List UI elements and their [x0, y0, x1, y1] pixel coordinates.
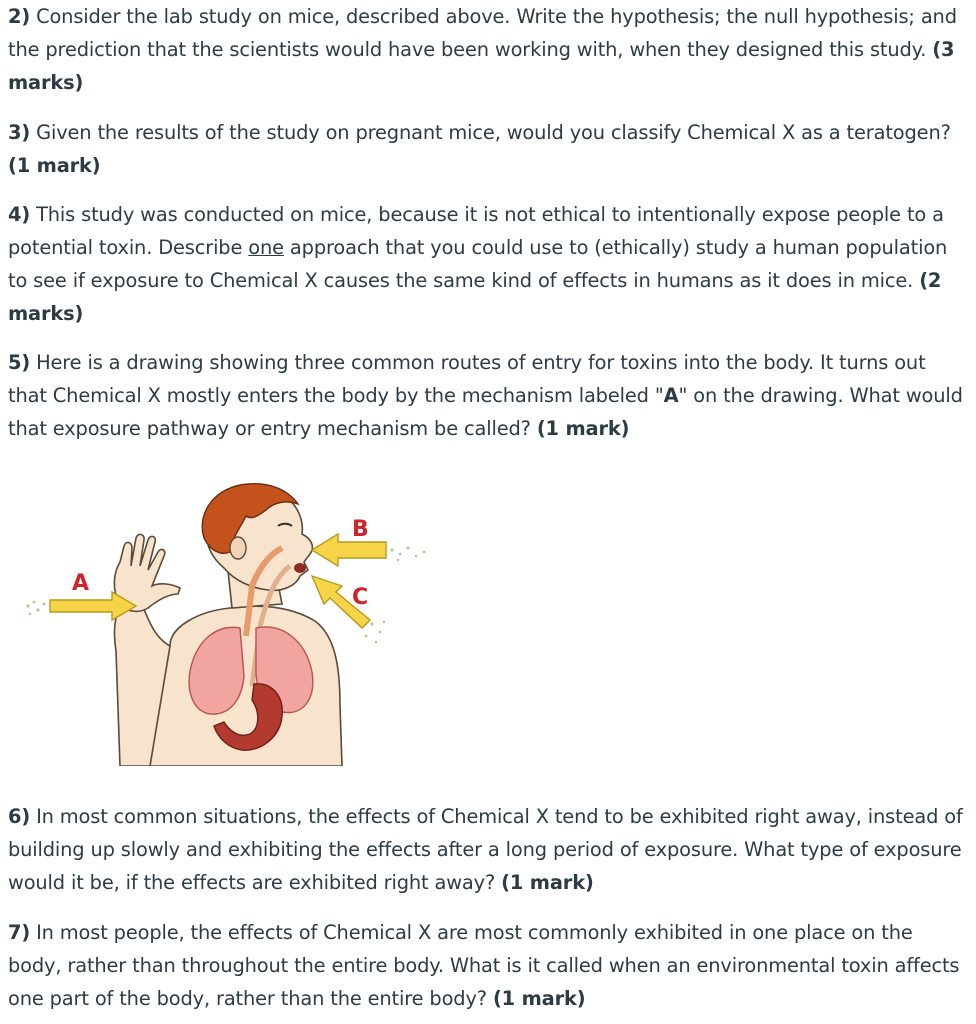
question-text: Here is a drawing showing three common routes of entry for toxins into the body. It turns out that Chemical X mostly enters the body by the mechanism labeled " — [8, 351, 926, 407]
question-text: In most people, the effects of Chemical X are most commonly exhibited in one place on the body, rather than throughout the entire body. What is it called when an environmental toxin affects one part of the body, rather than the entire body? — [8, 921, 960, 1010]
question-7 — [8, 916, 968, 1015]
mouth — [294, 563, 306, 573]
label-b: B — [352, 517, 369, 542]
body-diagram — [20, 476, 440, 766]
question-4 — [8, 198, 963, 330]
question-6 — [8, 800, 966, 899]
label-reference: A — [663, 384, 679, 407]
question-3 — [8, 116, 963, 182]
question-2 — [8, 0, 963, 99]
question-text-continued: " on the drawing. What would that exposure pathway or entry mechanism be called? — [8, 384, 963, 440]
question-text: Consider the lab study on mice, described above. Write the hypothesis; the null hypothesis; and the prediction that the scientists would have been working with, when they designed this study. — [8, 5, 957, 61]
question-text: This study was conducted on mice, because it is not ethical to intentionally expose people to a potential toxin. Describe — [8, 203, 944, 259]
question-text-continued: approach that you could use to (ethically) study a human population to see if exposure to Chemical X causes the same kind of effects in humans as it does in mice. — [8, 236, 948, 292]
question-marks: (1 mark) — [536, 417, 630, 440]
question-marks: (3 marks) — [8, 38, 955, 94]
question-marks: (1 mark) — [492, 987, 586, 1010]
question-text: In most common situations, the effects of Chemical X tend to be exhibited right away, instead of building up slowly and exhibiting the effects after a long period of exposure. What type of exposure would it be, if the effects are exhibited right away? — [8, 805, 963, 894]
question-number: 7) — [8, 921, 31, 944]
routes-of-entry-illustration — [20, 476, 440, 766]
ear — [230, 537, 246, 559]
question-text: Given the results of the study on pregnant mice, would you classify Chemical X as a teratogen? — [36, 121, 951, 144]
question-marks: (1 mark) — [501, 871, 594, 894]
label-a: A — [72, 571, 90, 596]
question-5 — [8, 346, 968, 445]
question-marks: (1 mark) — [8, 154, 101, 177]
underlined-word: one — [248, 236, 284, 259]
question-number: 2) — [8, 5, 31, 28]
arrow-b — [312, 534, 386, 566]
question-number: 5) — [8, 351, 31, 374]
question-number: 4) — [8, 203, 31, 226]
question-marks: (2 marks) — [8, 269, 942, 325]
label-c: C — [352, 585, 369, 610]
question-number: 6) — [8, 805, 31, 828]
question-number: 3) — [8, 121, 31, 144]
